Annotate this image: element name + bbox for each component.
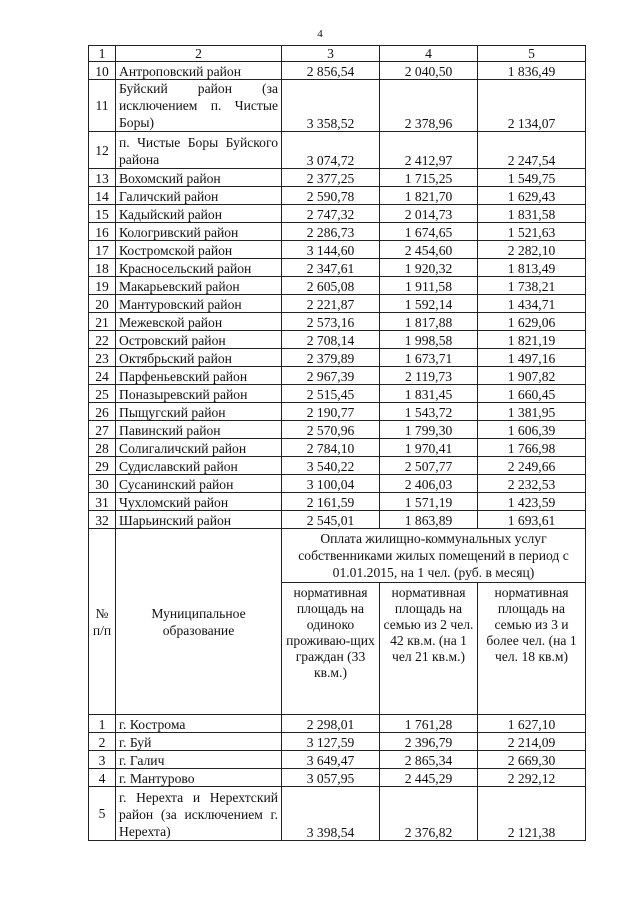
municipality-name: Октябрьский район [116,349,282,367]
municipality-name: Красносельский район [116,259,282,277]
row-number: 18 [89,259,116,277]
value-family-2: 1 673,71 [380,349,478,367]
table-row [89,511,586,529]
row-number: 19 [89,277,116,295]
family-2-area-header: нормативная площадь на семью из 2 чел. 42 кв.м. (на 1 чел 21 кв.м.) [380,583,478,715]
value-single: 2 377,25 [282,169,380,187]
value-family-2: 2 040,50 [380,62,478,80]
row-number: 15 [89,205,116,223]
value-family-3: 1 629,43 [478,187,586,205]
table-row [89,787,586,841]
row-number: 29 [89,457,116,475]
column-number: 2 [116,46,282,62]
value-single: 3 358,52 [282,80,380,132]
municipality-name: Чухломский район [116,493,282,511]
value-family-3: 1 766,98 [478,439,586,457]
value-family-2: 1 543,72 [380,403,478,421]
value-family-3: 1 423,59 [478,493,586,511]
municipality-name: г. Кострома [116,715,282,733]
value-family-2: 1 761,28 [380,715,478,733]
value-single: 2 298,01 [282,715,380,733]
table-row [89,241,586,259]
row-number: 27 [89,421,116,439]
value-single: 2 605,08 [282,277,380,295]
table-row [89,331,586,349]
value-family-3: 2 247,54 [478,132,586,169]
value-family-3: 1 836,49 [478,62,586,80]
table-row [89,187,586,205]
row-number: 11 [89,80,116,132]
municipality-name: г. Галич [116,751,282,769]
row-number: 26 [89,403,116,421]
value-family-3: 1 434,71 [478,295,586,313]
municipality-name: г. Мантурово [116,769,282,787]
value-family-2: 2 406,03 [380,475,478,493]
municipality-name: Галичский район [116,187,282,205]
value-single: 2 286,73 [282,223,380,241]
municipality-name: Костромской район [116,241,282,259]
table-row [89,313,586,331]
row-number: 28 [89,439,116,457]
value-family-3: 2 232,53 [478,475,586,493]
table-row [89,259,586,277]
value-single: 2 190,77 [282,403,380,421]
value-family-2: 2 865,34 [380,751,478,769]
value-family-3: 1 549,75 [478,169,586,187]
value-single: 3 074,72 [282,132,380,169]
value-family-2: 2 376,82 [380,787,478,841]
value-family-3: 1 381,95 [478,403,586,421]
value-family-2: 1 831,45 [380,385,478,403]
value-family-2: 2 507,77 [380,457,478,475]
municipality-name: Поназыревский район [116,385,282,403]
municipality-name: Шарьинский район [116,511,282,529]
row-number: 10 [89,62,116,80]
value-family-2: 1 821,70 [380,187,478,205]
municipality-name: Парфеньевский район [116,367,282,385]
value-family-2: 1 911,58 [380,277,478,295]
table-row [89,62,586,80]
column-number: 3 [282,46,380,62]
value-family-2: 1 863,89 [380,511,478,529]
value-family-2: 2 454,60 [380,241,478,259]
value-family-3: 1 606,39 [478,421,586,439]
row-number: 23 [89,349,116,367]
value-single: 3 127,59 [282,733,380,751]
municipality-name: Павинский район [116,421,282,439]
value-family-3: 2 121,38 [478,787,586,841]
single-area-header: нормативная площадь на одиноко проживаю-щих граждан (33 кв.м.) [282,583,380,715]
value-family-3: 1 497,16 [478,349,586,367]
municipality-name: Кадыйский район [116,205,282,223]
municipality-name: Островский район [116,331,282,349]
table-row [89,385,586,403]
municipality-name: г. Буй [116,733,282,751]
row-number: 22 [89,331,116,349]
value-family-2: 1 571,19 [380,493,478,511]
municipality-name: Кологривский район [116,223,282,241]
value-single: 2 515,45 [282,385,380,403]
municipality-name: Солигаличский район [116,439,282,457]
row-number: 25 [89,385,116,403]
value-single: 2 590,78 [282,187,380,205]
value-family-2: 1 817,88 [380,313,478,331]
municipality-name: Вохомский район [116,169,282,187]
value-single: 2 708,14 [282,331,380,349]
row-number: 2 [89,733,116,751]
value-family-2: 1 715,25 [380,169,478,187]
table-row [89,421,586,439]
row-number: 13 [89,169,116,187]
table-row [89,439,586,457]
payment-header: Оплата жилищно-коммунальных услуг собственниками жилых помещений в период с 01.01.2015, на 1 чел. (руб. в месяц) [282,529,586,583]
housing-payments-table [88,45,586,841]
row-number: 20 [89,295,116,313]
value-single: 2 573,16 [282,313,380,331]
value-family-3: 2 249,66 [478,457,586,475]
row-number: 21 [89,313,116,331]
table-row [89,715,586,733]
table-row [89,277,586,295]
value-family-3: 1 907,82 [478,367,586,385]
value-family-2: 1 674,65 [380,223,478,241]
value-single: 2 570,96 [282,421,380,439]
municipality-header: Муниципальное образование [116,529,282,715]
value-family-2: 1 998,58 [380,331,478,349]
value-single: 2 161,59 [282,493,380,511]
row-number: 5 [89,787,116,841]
value-single: 3 398,54 [282,787,380,841]
value-single: 3 540,22 [282,457,380,475]
row-number: 17 [89,241,116,259]
row-number: 30 [89,475,116,493]
column-number-row [89,46,586,62]
table-row [89,349,586,367]
table-row [89,295,586,313]
value-family-3: 1 738,21 [478,277,586,295]
value-family-3: 2 214,09 [478,733,586,751]
row-number: 12 [89,132,116,169]
row-number: 32 [89,511,116,529]
table-row [89,80,586,132]
row-number: 1 [89,715,116,733]
value-family-2: 2 014,73 [380,205,478,223]
value-family-3: 2 292,12 [478,769,586,787]
row-number: 16 [89,223,116,241]
value-single: 2 347,61 [282,259,380,277]
value-single: 2 784,10 [282,439,380,457]
value-family-2: 1 920,32 [380,259,478,277]
municipality-name: г. Нерехта и Нерехтский район (за исключением г. Нерехта) [116,787,282,841]
value-family-2: 2 396,79 [380,733,478,751]
value-single: 2 221,87 [282,295,380,313]
municipality-name: Буйский район (за исключением п. Чистые Боры) [116,80,282,132]
value-single: 2 379,89 [282,349,380,367]
value-family-2: 1 592,14 [380,295,478,313]
value-family-2: 2 378,96 [380,80,478,132]
row-number: 24 [89,367,116,385]
municipality-name: Пыщугский район [116,403,282,421]
municipality-name: п. Чистые Боры Буйского района [116,132,282,169]
value-single: 2 545,01 [282,511,380,529]
table-row [89,733,586,751]
row-number: 31 [89,493,116,511]
column-number: 1 [89,46,116,62]
row-number: 14 [89,187,116,205]
value-family-3: 1 693,61 [478,511,586,529]
value-single: 2 967,39 [282,367,380,385]
value-family-3: 2 669,30 [478,751,586,769]
value-single: 2 856,54 [282,62,380,80]
value-family-2: 1 970,41 [380,439,478,457]
value-family-3: 1 831,58 [478,205,586,223]
value-single: 3 649,47 [282,751,380,769]
row-number: 3 [89,751,116,769]
family-3-area-header: нормативная площадь на семью из 3 и более чел. (на 1 чел. 18 кв.м) [478,583,586,715]
value-family-3: 2 134,07 [478,80,586,132]
table-row [89,205,586,223]
header-row [89,529,586,583]
municipality-name: Сусанинский район [116,475,282,493]
value-family-2: 2 412,97 [380,132,478,169]
table-row [89,493,586,511]
value-family-3: 2 282,10 [478,241,586,259]
table-row [89,132,586,169]
value-family-3: 1 629,06 [478,313,586,331]
table-row [89,223,586,241]
value-family-3: 1 521,63 [478,223,586,241]
value-single: 3 100,04 [282,475,380,493]
table-row [89,769,586,787]
municipality-name: Антроповский район [116,62,282,80]
table-row [89,169,586,187]
table-row [89,475,586,493]
municipality-name: Макарьевский район [116,277,282,295]
municipality-name: Мантуровский район [116,295,282,313]
table-row [89,751,586,769]
value-family-3: 1 813,49 [478,259,586,277]
table-row [89,457,586,475]
row-number: 4 [89,769,116,787]
value-family-3: 1 821,19 [478,331,586,349]
table-row [89,367,586,385]
municipality-name: Судиславский район [116,457,282,475]
column-number: 5 [478,46,586,62]
value-family-2: 2 119,73 [380,367,478,385]
municipality-name: Межевской район [116,313,282,331]
table-row [89,403,586,421]
value-single: 3 057,95 [282,769,380,787]
column-number: 4 [380,46,478,62]
number-header: № п/п [89,529,116,715]
value-family-3: 1 627,10 [478,715,586,733]
value-family-2: 2 445,29 [380,769,478,787]
value-single: 3 144,60 [282,241,380,259]
value-family-3: 1 660,45 [478,385,586,403]
value-single: 2 747,32 [282,205,380,223]
page-number: 4 [317,28,323,40]
value-family-2: 1 799,30 [380,421,478,439]
